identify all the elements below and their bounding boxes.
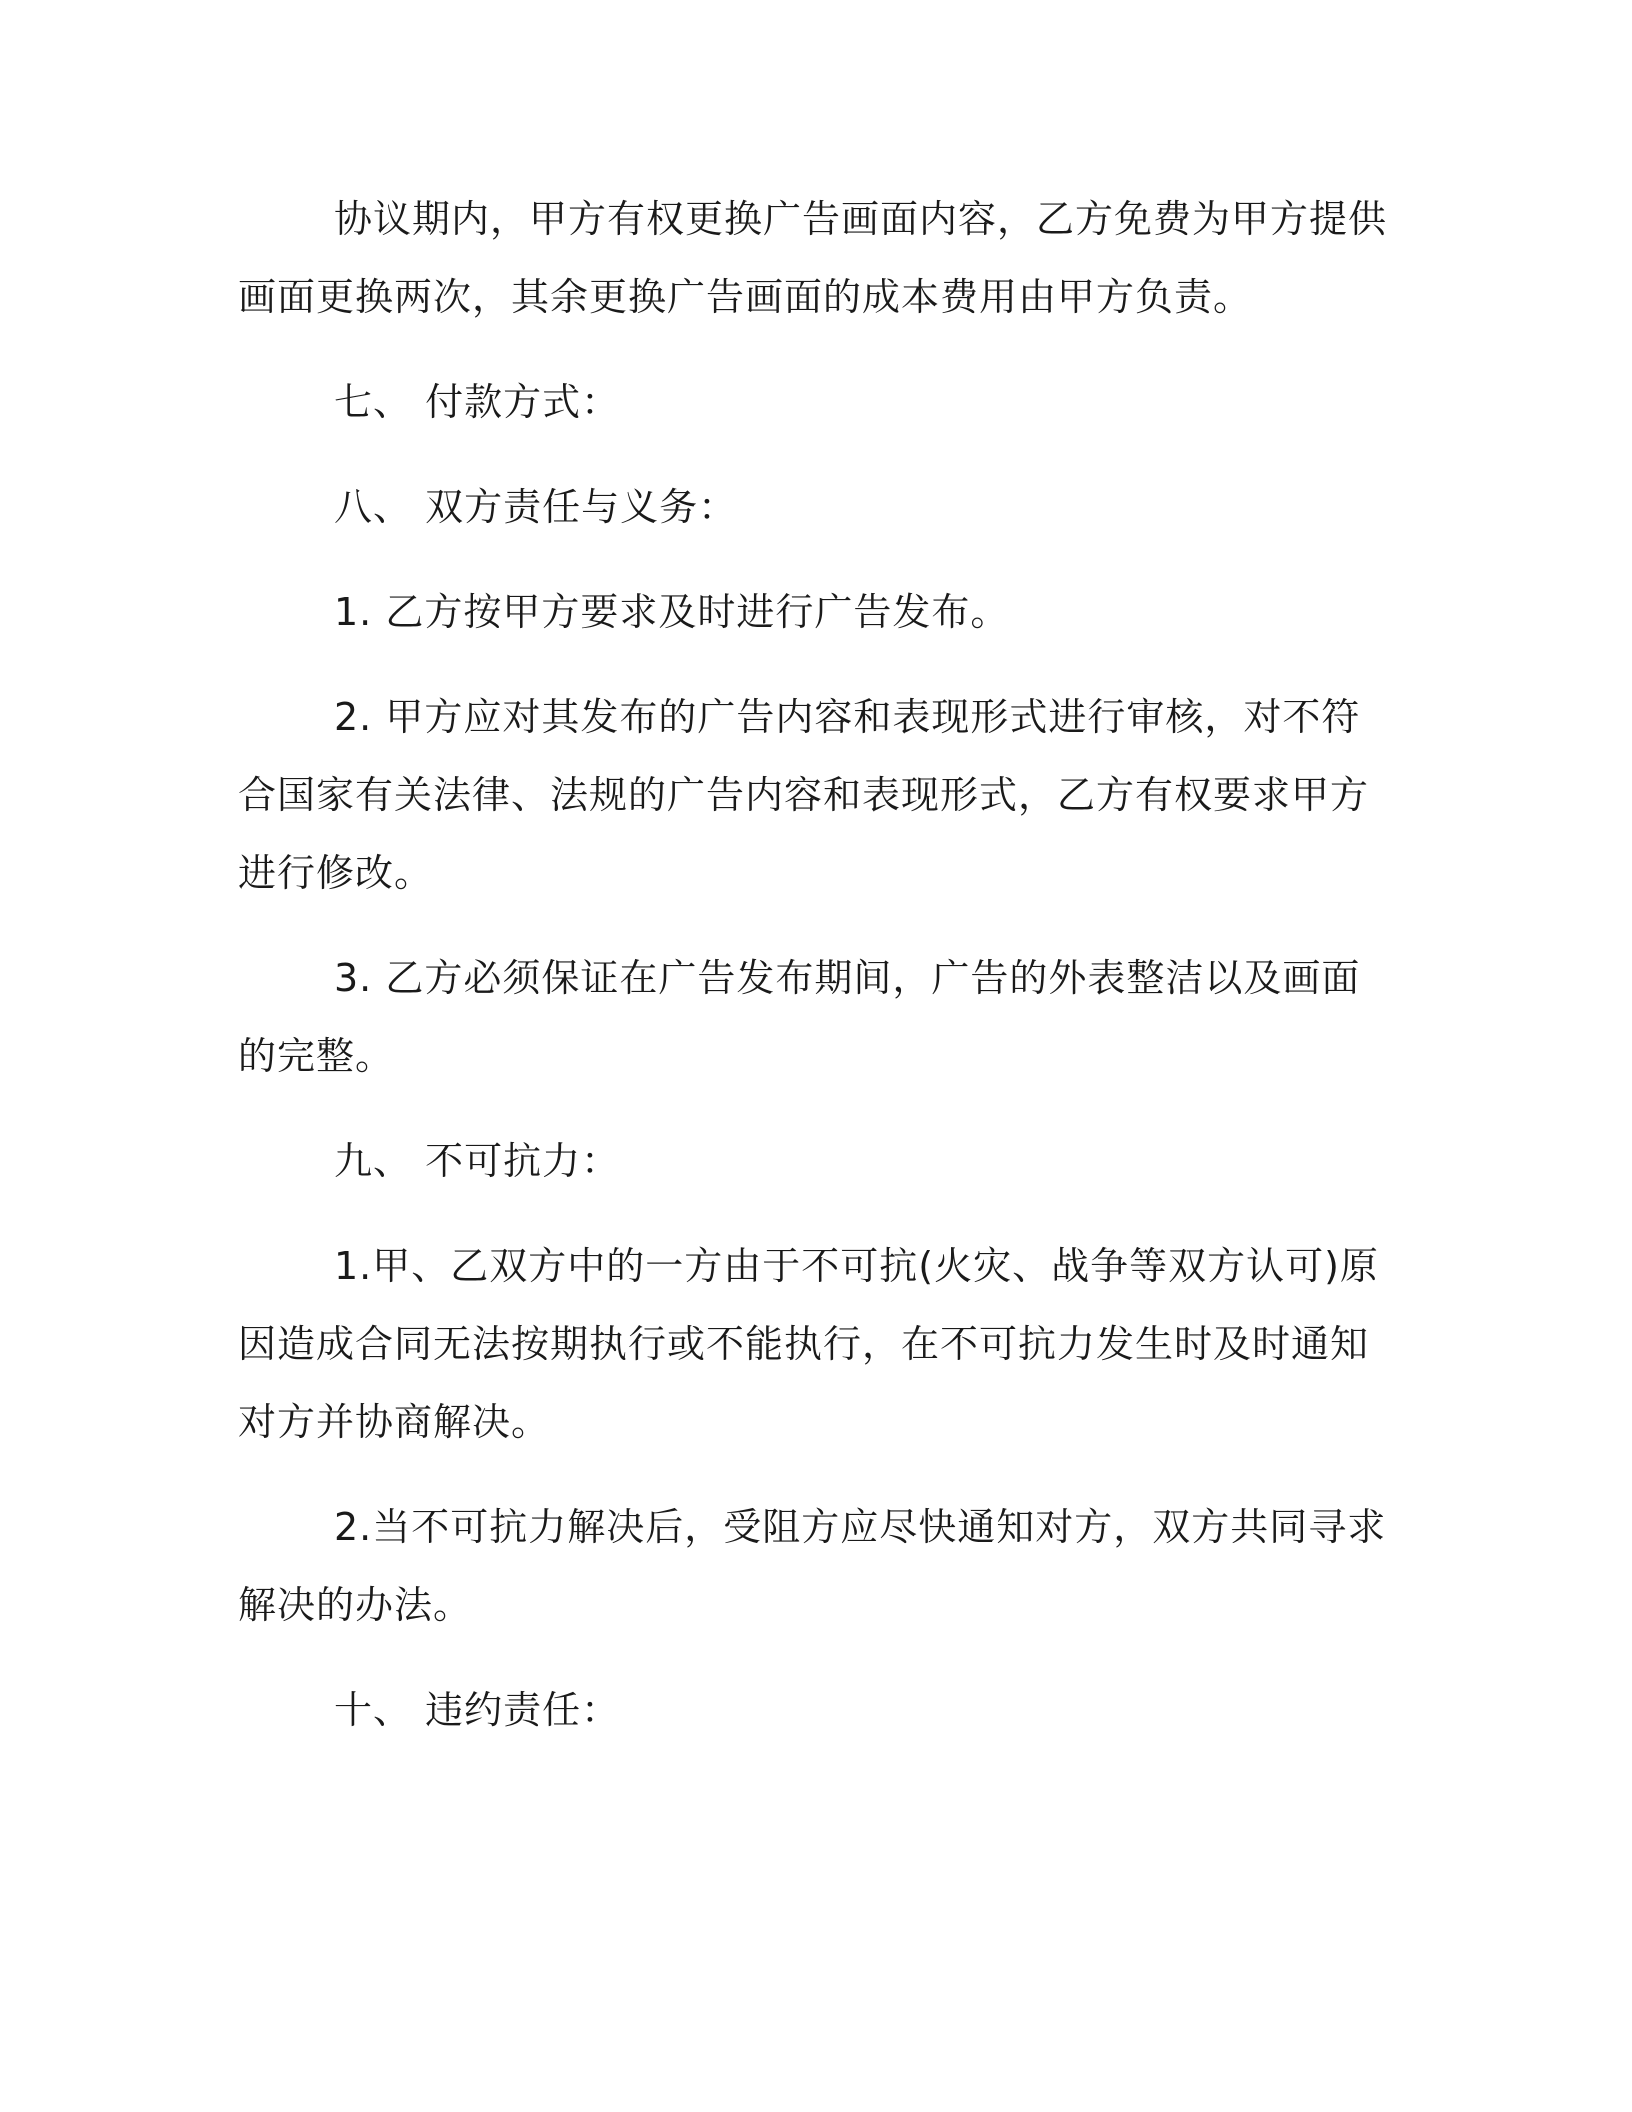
clause-8-1: 1. 乙方按甲方要求及时进行广告发布。 <box>334 590 1010 634</box>
clause-8-3: 3. 乙方必须保证在广告发布期间，广告的外表整洁以及画面的完整。 <box>238 956 1361 1078</box>
clause-8-2: 2. 甲方应对其发布的广告内容和表现形式进行审核，对不符合国家有关法律、法规的广告内容和表现形式，乙方有权要求甲方进行修改。 <box>238 695 1370 895</box>
heading-responsibilities: 八、 双方责任与义务： <box>334 485 738 529</box>
heading-force-majeure: 九、 不可抗力： <box>334 1139 621 1183</box>
heading-breach-liability: 十、 违约责任： <box>334 1688 621 1732</box>
clause-9-2: 2.当不可抗力解决后，受阻方应尽快通知对方，双方共同寻求解决的办法。 <box>238 1505 1387 1627</box>
clause-9-1: 1.甲、乙双方中的一方由于不可抗(火灾、战争等双方认可)原因造成合同无法按期执行或不能执行，在不可抗力发生时及时通知对方并协商解决。 <box>238 1244 1379 1444</box>
heading-payment-method: 七、 付款方式： <box>334 380 621 424</box>
document-body <box>238 180 1388 1776</box>
paragraph-ad-replacement: 协议期内，甲方有权更换广告画面内容，乙方免费为甲方提供画面更换两次，其余更换广告画面的成本费用由甲方负责。 <box>238 197 1388 319</box>
